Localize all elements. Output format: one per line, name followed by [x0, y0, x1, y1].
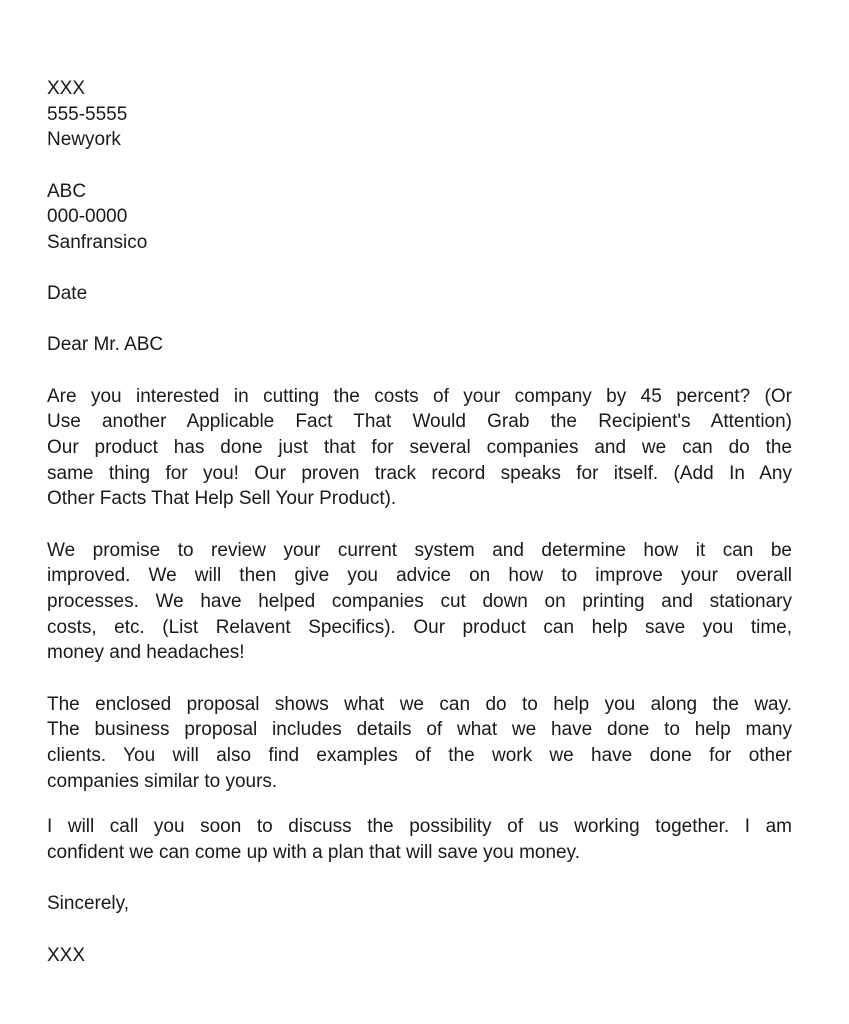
- paragraph-line: Our product has done just that for several companies and we can do the: [47, 437, 792, 459]
- paragraph-line: Use another Applicable Fact That Would Grab the Recipient's Attention): [47, 411, 792, 433]
- sender-city: Newyork: [47, 129, 121, 151]
- paragraph-line: processes. We have helped companies cut down on printing and stationary: [47, 591, 792, 613]
- recipient-phone: 000-0000: [47, 206, 128, 228]
- paragraph-line: Are you interested in cutting the costs of your company by 45 percent? (Or: [47, 385, 792, 407]
- paragraph-line: Other Facts That Help Sell Your Product).: [47, 488, 397, 510]
- body-paragraph-3: [47, 692, 792, 795]
- paragraph-line: The business proposal includes details of what we have done to help many: [47, 719, 792, 741]
- sender-name: XXX: [47, 78, 86, 99]
- paragraph-line: money and headaches!: [47, 642, 245, 664]
- recipient-name: ABC: [47, 180, 87, 202]
- paragraph-line: costs, etc. (List Relavent Specifics). Our product can help save you time,: [47, 616, 792, 638]
- body-paragraph-2: [47, 538, 792, 667]
- paragraph-line: same thing for you! Our proven track record speaks for itself. (Add In Any: [47, 462, 792, 484]
- paragraph-line: improved. We will then give you advice on how to improve your overall: [47, 565, 792, 587]
- body-paragraph-1: [47, 384, 792, 513]
- paragraph-line: clients. You will also find examples of the work we have done for other: [47, 745, 792, 767]
- paragraph-line: The enclosed proposal shows what we can do to help you along the way.: [47, 693, 792, 715]
- paragraph-line: confident we can come up with a plan that will save you money.: [47, 842, 580, 864]
- letter-date: Date: [47, 283, 88, 305]
- paragraph-line: companies similar to yours.: [47, 770, 278, 792]
- signature: XXX: [47, 944, 86, 966]
- paragraph-line: We promise to review your current system and determine how it can be: [47, 539, 792, 561]
- salutation: Dear Mr. ABC: [47, 334, 164, 356]
- letter-document: [47, 76, 792, 968]
- recipient-city: Sanfransico: [47, 232, 148, 254]
- sender-phone: 555-5555: [47, 103, 128, 125]
- paragraph-line: I will call you soon to discuss the possibility of us working together. I am: [47, 816, 792, 838]
- sender-address: [47, 76, 792, 153]
- body-paragraph-4: [47, 814, 792, 865]
- recipient-address: [47, 179, 792, 256]
- closing: Sincerely,: [47, 893, 130, 915]
